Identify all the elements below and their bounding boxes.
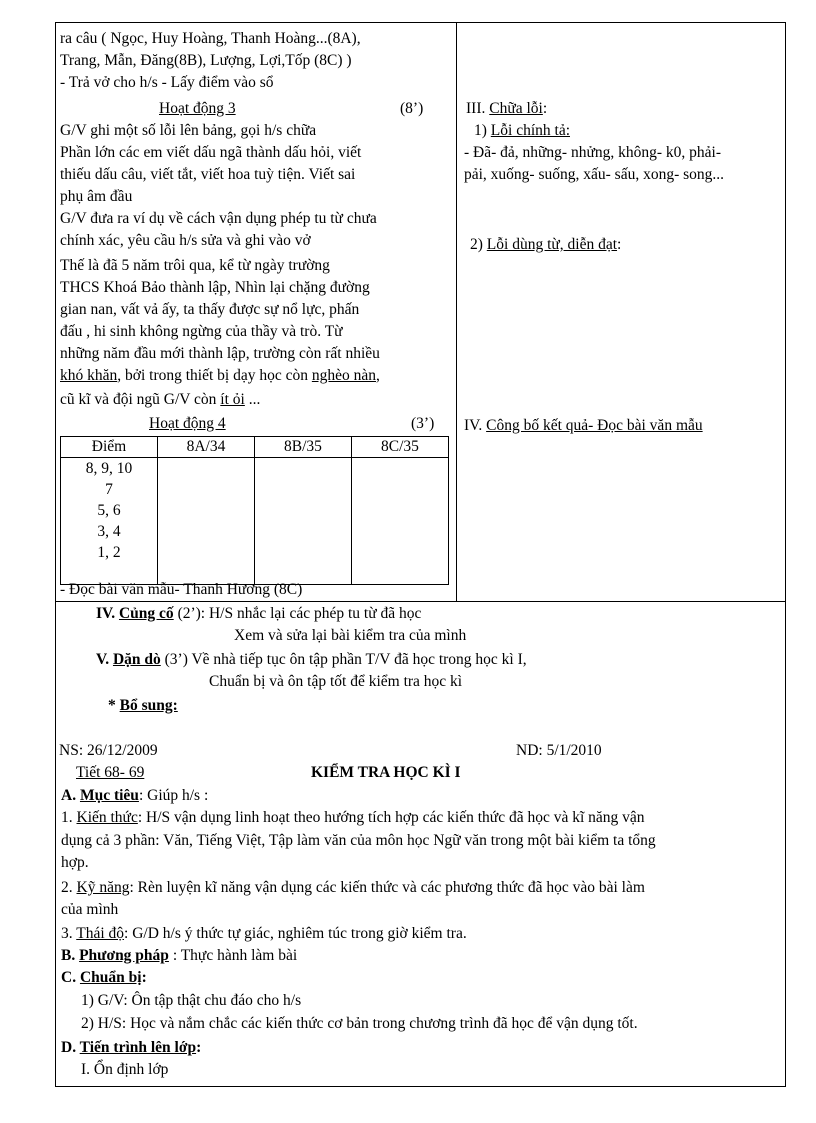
colon: : [617,236,622,253]
item-title: Lỗi chính tả: [490,122,570,139]
points-value: 1, 2 [97,544,121,561]
dan-do-line-2: Chuẩn bị và ôn tập tốt để kiểm tra học kì [209,673,463,690]
item-title: Kỹ năng [76,879,130,896]
colon: : [141,969,147,986]
cung-co-line [96,604,421,624]
preparation-heading [61,968,147,988]
section-title: Chữa lỗi [489,100,543,117]
section-4-heading [464,416,703,436]
empty-cell [254,458,351,585]
objective-1-line-2: dụng cả 3 phần: Văn, Tiếng Việt, Tập làm văn của môn học Ngữ văn trong một bài kiểm ta tổng [61,832,656,849]
lesson-table [56,23,785,602]
act3-line: thiếu dấu câu, viết tắt, viết hoa tuỳ tiện. Viết sai [60,166,356,183]
section-3-heading [466,99,547,119]
table-header-row [61,437,449,458]
section-text: : Giúp h/s : [138,787,209,804]
left-line-1: ra câu ( Ngọc, Huy Hoàng, Thanh Hoàng...(8A), [60,30,361,47]
section-title: Củng cố [118,605,174,622]
score-table [60,436,449,585]
section-title: Mục tiêu [79,787,139,804]
item-title: Kiến thức [76,809,138,826]
colon: : [542,100,548,117]
colon: : [196,1039,202,1056]
section-label: A. [61,787,80,804]
table-row [61,458,449,585]
section-text: : Thực hành làm bài [168,947,298,964]
text-phrase: , bởi trong thiết bị dạy học còn [117,367,312,384]
underlined-phrase: khó khăn [60,367,118,384]
points-value: 5, 6 [97,502,121,519]
item-2-heading [470,235,621,255]
section-label: C. [61,969,80,986]
header-cell: 8A/34 [157,437,254,458]
objective-2 [61,878,645,898]
objective-3 [61,924,467,944]
item-title: Thái độ [76,925,125,942]
section-number: IV. [464,417,487,434]
item-text: : H/S vận dụng linh hoạt theo hướng tích hợp các kiến thức đã học và kĩ năng vận [137,809,645,826]
header-cell: 8B/35 [254,437,351,458]
left-line-3: - Trả vở cho h/s - Lấy điểm vào sổ [60,74,274,91]
section-title: Phương pháp [79,947,169,964]
text-phrase: cũ kĩ và đội ngũ G/V còn [60,391,221,408]
act3-line: chính xác, yêu cầu h/s sửa và ghi vào vở [60,232,311,249]
item-number: 2. [61,879,77,896]
act3-line: những năm đầu mới thành lập, trường còn rất nhiều [60,345,380,362]
section-title: Dặn dò [112,651,161,668]
item-text: : Rèn luyện kĩ năng vận dụng các kiến thức và các phương thức đã học vào bài làm [129,879,645,896]
section-title: Bổ sung: [119,697,178,714]
spelling-line: pải, xuống- suống, xấu- sấu, xong- song... [464,166,725,183]
nd-date: ND: 5/1/2010 [516,742,602,759]
item-title: Lỗi dùng từ, diễn đạt [486,236,618,253]
preparation-2: 2) H/S: Học và nắm chắc các kiến thức cơ bản trong chương trình đã học để vận dụng tốt. [81,1015,638,1032]
text-phrase: ... [244,391,261,408]
left-line-2: Trang, Mẫn, Đăng(8B), Lượng, Lợi,Tốp (8C) ) [60,52,352,69]
act3-line: THCS Khoá Bảo thành lập, Nhìn lại chặng đường [60,279,370,296]
act3-line: G/V đưa ra ví dụ về cách vận dụng phép tu từ chưa [60,210,377,227]
section-label: IV. [96,605,119,622]
bo-sung-line [108,696,178,716]
section-title: Tiến trình lên lớp [79,1039,197,1056]
left-last-line: - Đọc bài văn mẫu- Thanh Hương (8C) [60,581,303,598]
activity-4-title: Hoạt động 4 [149,415,226,432]
points-value: 8, 9, 10 [85,460,133,477]
line-cu-ki [60,390,260,410]
header-cell: Điểm [61,437,158,458]
act3-line: phụ âm đầu [60,188,133,205]
points-value: 7 [105,481,113,498]
page-frame [55,22,786,1087]
lesson-title: KIỂM TRA HỌC KÌ I [311,764,461,781]
item-1-heading [474,121,570,141]
section-label: D. [61,1039,80,1056]
section-label: V. [96,651,113,668]
empty-cell [157,458,254,585]
lesson-number: Tiết 68- 69 [76,764,145,781]
objective-2-line-2: của mình [61,901,119,918]
points-cell [61,458,158,585]
item-number: 3. [61,925,77,942]
cung-co-line-2: Xem và sửa lại bài kiểm tra của mình [234,627,467,644]
activity-3-time: (8’) [400,100,424,117]
section-text: (2’): H/S nhắc lại các phép tu từ đã học [173,605,422,622]
item-text: : G/D h/s ý thức tự giác, nghiêm túc trong giờ kiểm tra. [124,925,467,942]
section-title: Chuẩn bị [79,969,142,986]
activity-4-time: (3’) [411,415,435,432]
dan-do-line [96,650,527,670]
ns-date: NS: 26/12/2009 [59,742,158,759]
objective-1 [61,808,645,828]
section-label: B. [61,947,80,964]
method-line [61,946,297,966]
item-number: 1) [474,122,491,139]
text-phrase: , [376,367,380,384]
header-cell: 8C/35 [351,437,448,458]
points-value: 3, 4 [97,523,121,540]
section-number: III. [466,100,490,117]
activity-3-title: Hoạt động 3 [159,100,236,117]
objectives-heading [61,786,208,806]
section-title: Công bố kết quả- Đọc bài văn mẫu [486,417,703,434]
section-text: (3’) Về nhà tiếp tục ôn tập phần T/V đã học trong học kì I, [160,651,527,668]
act3-line: G/V ghi một số lỗi lên bảng, gọi h/s chữa [60,122,317,139]
act3-line: Phần lớn các em viết dấu ngã thành dấu hỏi, viết [60,144,362,161]
line-kho-khan [60,366,380,386]
act3-line: Thế là đã 5 năm trôi qua, kể từ ngày trường [60,257,330,274]
left-column [56,23,457,601]
spelling-line: - Đã- đả, những- nhửng, không- k0, phải- [464,144,721,161]
right-column [457,23,785,601]
act3-line: gian nan, vất vả ấy, ta thấy được sự nổ lực, phấn [60,301,360,318]
item-number: 2) [470,236,487,253]
act3-line: đấu , hi sinh không ngừng của thầy và trò. Từ [60,323,343,340]
bullet-star: * [108,697,120,714]
underlined-phrase: nghèo nàn [311,367,376,384]
underlined-phrase: ít ỏi [220,391,245,408]
objective-1-line-3: hợp. [61,854,89,871]
procedure-heading [61,1038,201,1058]
preparation-1: 1) G/V: Ôn tập thật chu đáo cho h/s [81,992,302,1009]
empty-cell [351,458,448,585]
item-number: 1. [61,809,77,826]
procedure-1: I. Ổn định lớp [81,1061,169,1078]
